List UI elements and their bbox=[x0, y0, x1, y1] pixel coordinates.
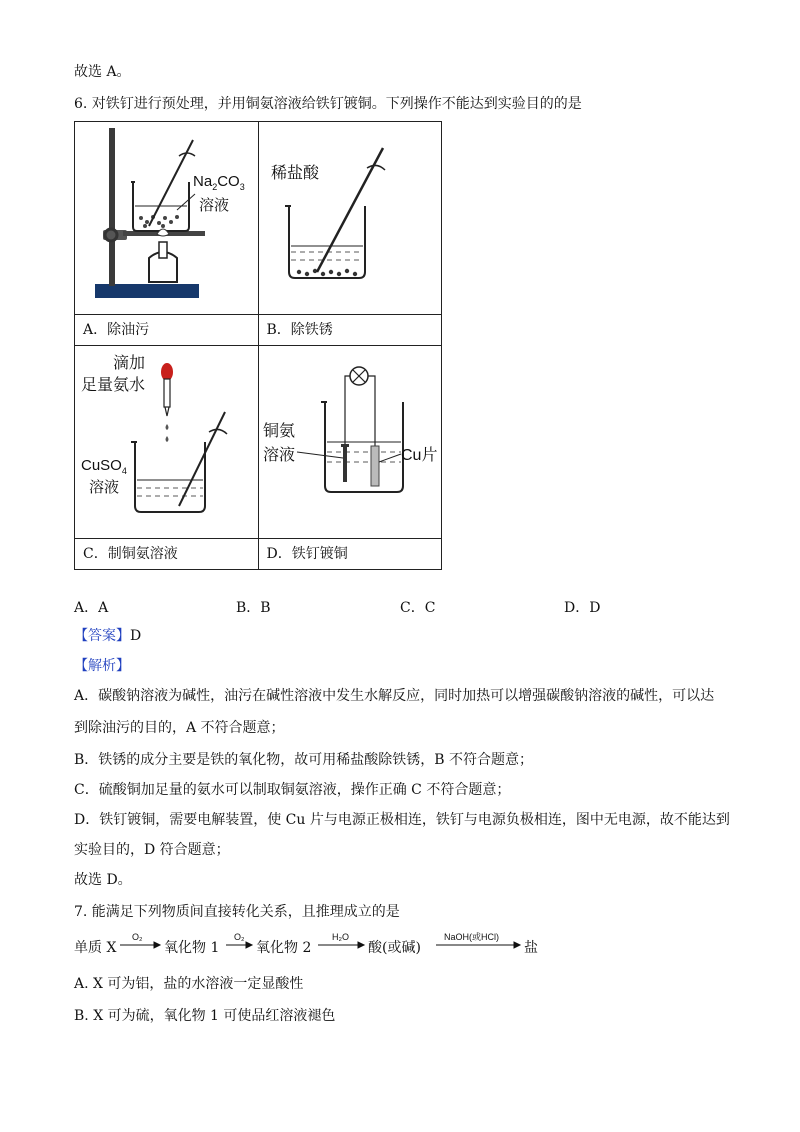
option-b: B．B bbox=[236, 600, 271, 616]
svg-text:溶液: 溶液 bbox=[89, 478, 120, 496]
question-7-stem: 7. 能满足下列物质间直接转化关系，且推理成立的是 bbox=[74, 904, 400, 920]
option-a: A．A bbox=[74, 600, 109, 616]
svg-text:氧化物 1: 氧化物 1 bbox=[164, 940, 220, 956]
stand-rod bbox=[109, 128, 115, 286]
analysis-line: 实验目的，D 符合题意； bbox=[74, 842, 230, 858]
panel-b-apparatus bbox=[259, 122, 445, 314]
panel-a-image bbox=[75, 122, 259, 315]
svg-text:铜氨: 铜氨 bbox=[262, 421, 295, 440]
beaker-b bbox=[289, 206, 365, 278]
panel-b-caption: B．除铁锈 bbox=[258, 315, 442, 346]
svg-text:酸(或碱): 酸(或碱) bbox=[368, 940, 421, 956]
svg-text:足量氨水: 足量氨水 bbox=[81, 375, 146, 394]
answer-tag: 【答案】 bbox=[74, 628, 130, 644]
svg-text:Cu片: Cu片 bbox=[400, 447, 437, 464]
copper-plate bbox=[371, 446, 379, 486]
conclusion-line: 故选 D。 bbox=[74, 872, 132, 888]
apparatus-figure-table bbox=[74, 121, 442, 570]
beaker-c bbox=[135, 442, 205, 512]
svg-text:溶液: 溶液 bbox=[199, 196, 230, 214]
svg-text:CuSO4: CuSO$_4$ bbox=[81, 457, 127, 476]
glass-rod-b bbox=[317, 148, 383, 272]
svg-text:溶液: 溶液 bbox=[262, 445, 295, 464]
analysis-line: A．碳酸钠溶液为碱性，油污在碱性溶液中发生水解反应，同时加热可以增强碳酸钠溶液的碱性，可以达 bbox=[74, 688, 715, 704]
svg-text:单质 X: 单质 X bbox=[74, 940, 117, 956]
svg-text:稀盐酸: 稀盐酸 bbox=[270, 163, 319, 182]
svg-text:氧化物 2: 氧化物 2 bbox=[256, 940, 312, 956]
svg-text:Na2CO3: $Na_2CO_3$ bbox=[193, 173, 245, 192]
panel-c-image bbox=[75, 346, 259, 539]
svg-text:盐: 盐 bbox=[524, 940, 538, 956]
iron-nail bbox=[343, 446, 347, 482]
previous-conclusion: 故选 A。 bbox=[74, 64, 131, 80]
panel-c-apparatus bbox=[75, 346, 257, 538]
q7-option-a: A. X 可为铝，盐的水溶液一定显酸性 bbox=[74, 976, 304, 992]
answer-line bbox=[74, 626, 141, 646]
analysis-line: C．硫酸铜加足量的氨水可以制取铜氨溶液，操作正确 C 不符合题意； bbox=[74, 782, 511, 798]
analysis-line: B．铁锈的成分主要是铁的氧化物，故可用稀盐酸除铁锈，B 不符合题意； bbox=[74, 752, 534, 768]
stand-base bbox=[95, 284, 199, 298]
panel-d-apparatus bbox=[259, 346, 445, 538]
dropper-tube bbox=[164, 379, 170, 407]
panel-a-apparatus bbox=[75, 122, 257, 314]
svg-text:NaOH(或HCl): NaOH(或HCl) bbox=[444, 932, 499, 942]
panel-c-caption: C．制铜氨溶液 bbox=[75, 539, 259, 570]
panel-a-caption: A．除油污 bbox=[75, 315, 259, 346]
beaker-d bbox=[325, 402, 403, 492]
answer-value: D bbox=[130, 628, 142, 644]
analysis-tag: 【解析】 bbox=[74, 658, 130, 674]
analysis-line: 到除油污的目的，A 不符合题意； bbox=[74, 720, 285, 736]
analysis-line: D．铁钉镀铜，需要电解装置，使 Cu 片与电源正极相连，铁钉与电源负极相连，图中无电源，故不能达到 bbox=[74, 812, 730, 828]
svg-text:O₂: O₂ bbox=[132, 932, 143, 942]
svg-text:滴加: 滴加 bbox=[113, 353, 146, 372]
glass-rod-c bbox=[179, 412, 225, 506]
svg-text:O₂: O₂ bbox=[234, 932, 245, 942]
dropper-bulb bbox=[161, 363, 173, 381]
panel-d-caption: D．铁钉镀铜 bbox=[258, 539, 442, 570]
option-d: D．D bbox=[564, 600, 601, 616]
svg-text:H₂O: H₂O bbox=[332, 932, 349, 942]
conversion-flow-diagram bbox=[74, 930, 554, 970]
q7-option-b: B. X 可为硫，氧化物 1 可使品红溶液褪色 bbox=[74, 1008, 336, 1024]
panel-d-image bbox=[258, 346, 442, 539]
option-c: C．C bbox=[400, 600, 436, 616]
question-6-stem: 6. 对铁钉进行预处理，并用铜氨溶液给铁钉镀铜。下列操作不能达到实验目的的是 bbox=[74, 96, 582, 112]
panel-b-image bbox=[258, 122, 442, 315]
